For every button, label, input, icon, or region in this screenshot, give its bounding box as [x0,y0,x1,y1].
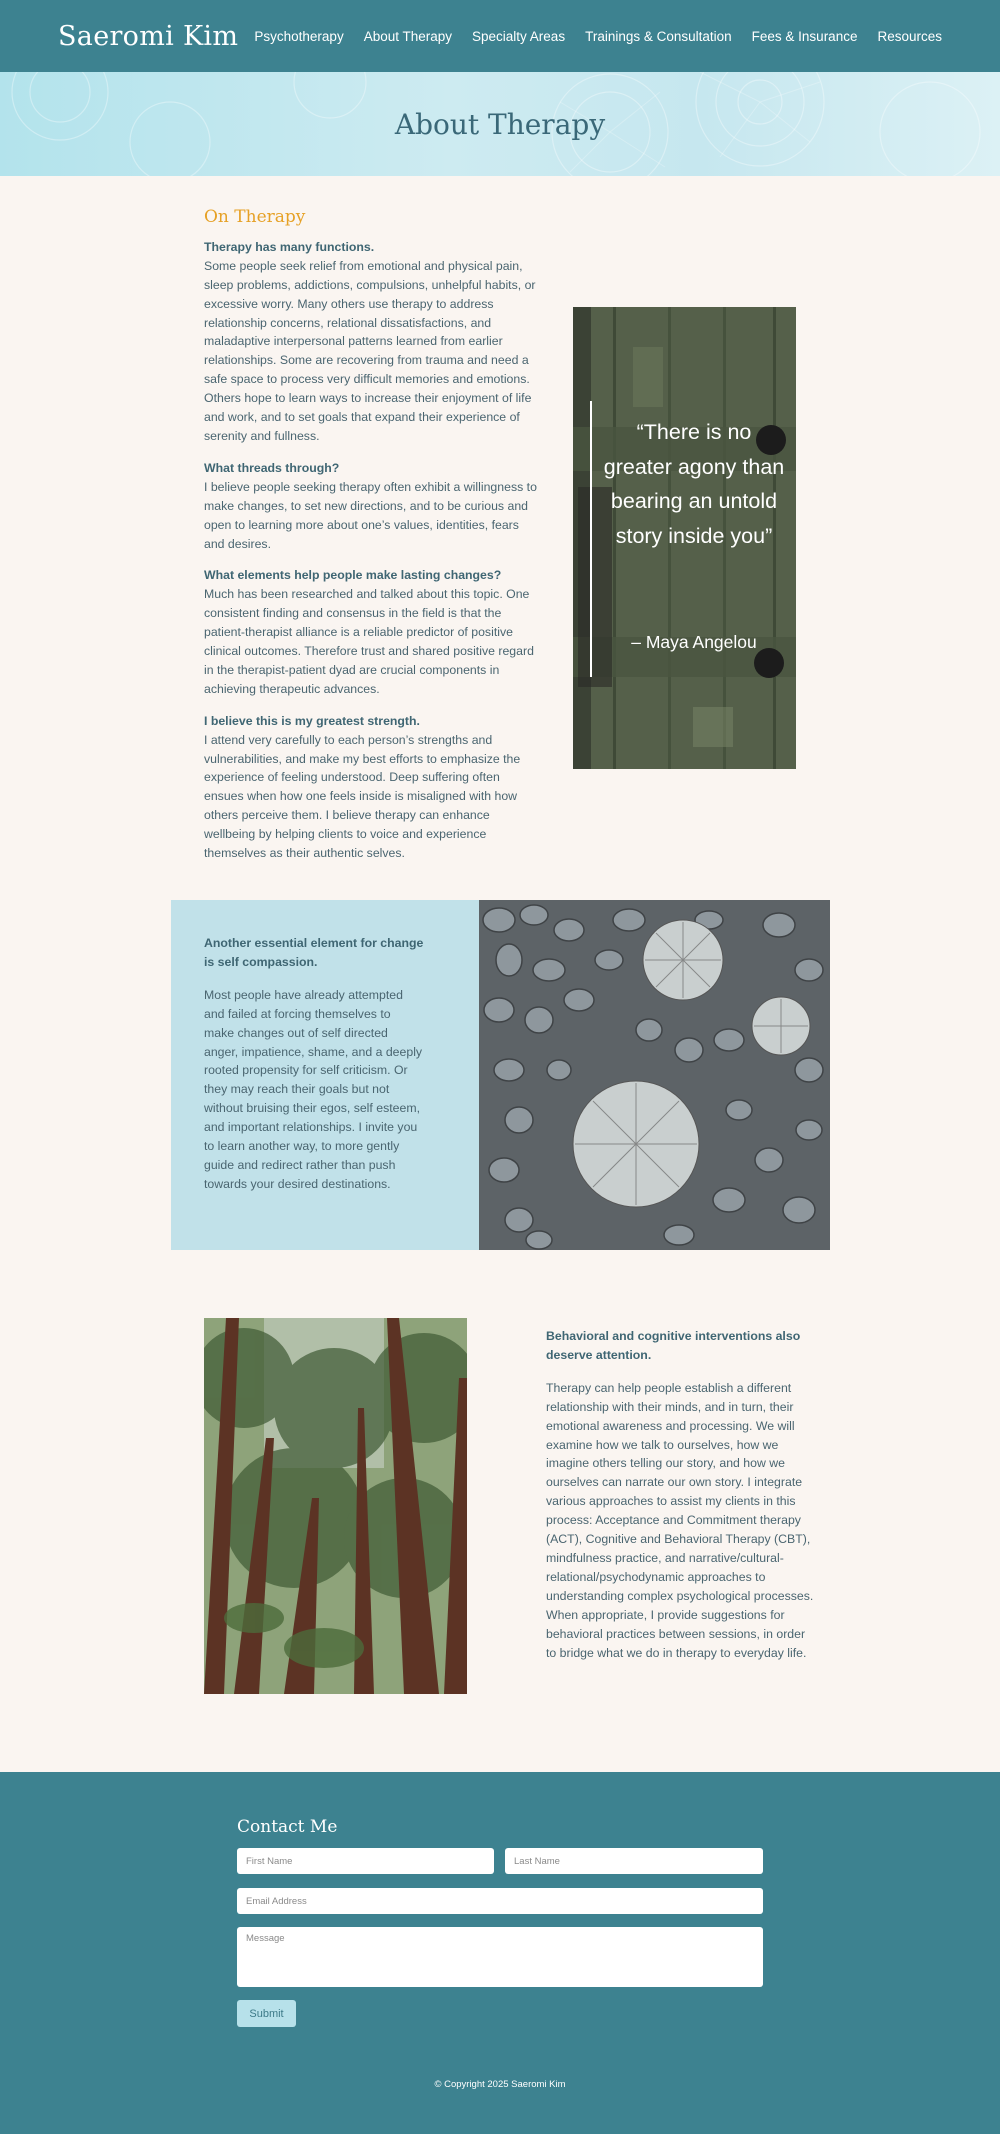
self-compassion-callout [171,900,479,1250]
paragraph-body: Much has been researched and talked about this topic. One consistent finding and consensus in the field is that the patient-therapist alliance is a reliable predictor of positive clinical outcomes. Therefore trust and shared positive regard in the therapist-patient dyad are crucial components in achieving therapeutic advances. [204,587,534,696]
contact-title: Contact Me [237,1817,338,1837]
paragraph-body: I believe people seeking therapy often exhibit a willingness to make changes, to set new directions, and to be curious and open to learning more about one’s values, identities, fears and desires. [204,479,537,551]
page-title: About Therapy [394,107,606,141]
paragraph-title: I believe this is my greatest strength. [204,713,420,728]
nav-fees-insurance[interactable]: Fees & Insurance [751,28,858,44]
paragraph-title: What elements help people make lasting changes? [204,568,502,583]
pebble-image-art [479,900,830,1250]
message-field[interactable] [237,1927,763,1987]
callout-title: Another essential element for change is self compassion. [204,936,424,969]
paragraph-body: Some people seek relief from emotional and physical pain, sleep problems, addictions, compulsions, unhelpful habits, or excessive worry. Many others use therapy to address relationship concerns, relational dissatisfactions, and maladaptive interpersonal patterns learned from earlier relationships. Some are recovering from trauma and need a safe space to process very difficult memories and emotions. Others hope to learn ways to increase their enjoyment of life and work, and to set goals that expand their experience of serenity and fullness. [204,258,536,443]
quote-bar [590,401,592,677]
page-banner [0,72,1000,176]
on-therapy-text [204,208,540,876]
redwood-forest-image [204,1318,467,1694]
paragraph-functions [204,238,540,446]
nav-trainings-consultation[interactable]: Trainings & Consultation [585,28,732,44]
site-header [0,0,1000,72]
behavioral-section [0,1318,1000,1772]
behavioral-body: Therapy can help people establish a different relationship with their minds, and in turn, their emotional awareness and processing. We will examine how we talk to ourselves, how we imagine others telling our story, and how we ourselves can narrate our own story. I integrate various approaches to assist my clients in this process: Acceptance and Commitment therapy (ACT), Cognitive and Behavioral Therapy (CBT), mindfulness practice, and narrative/cultural-relational/psychodynamic approaches to understanding complex psychological processes. When appropriate, I provide suggestions for behavioral practices between sessions, in order to bridge what we do in therapy to everyday life. [546,1380,814,1660]
nav-psychotherapy[interactable]: Psychotherapy [254,28,344,44]
first-name-field[interactable] [237,1848,494,1874]
forest-image-art [204,1318,467,1694]
callout-body: Most people have already attempted and failed at forcing themselves to make changes out of self directed anger, impatience, shame, and a deeply rooted propensity for self criticism. Or they may reach their goals but not without bruising their egos, self esteem, and important relationships. I invite you to learn another way, to more gently guide and redirect rather than push towards your desired destinations. [204,987,423,1191]
paragraph-title: What threads through? [204,460,340,475]
paragraph-strength [204,712,540,863]
on-therapy-section [0,176,1000,900]
quote-author: – Maya Angelou [631,632,757,652]
contact-footer [0,1772,1000,2134]
pebble-mosaic-image [479,900,830,1250]
paragraph-threads [204,459,540,554]
nav-specialty-areas[interactable]: Specialty Areas [472,28,566,44]
email-field[interactable] [237,1888,763,1914]
nav-about-therapy[interactable]: About Therapy [363,28,453,44]
nav-resources[interactable]: Resources [877,28,942,44]
site-logo[interactable]: Saeromi Kim [58,20,239,52]
behavioral-title: Behavioral and cognitive interventions also deserve attention. [546,1329,801,1362]
paragraph-elements [204,566,540,698]
quote-text: “There is no greater agony than bearing an untold story inside you” [603,420,785,548]
submit-button[interactable]: Submit [237,2000,296,2027]
copyright-text: © Copyright 2025 Saeromi Kim [434,2079,566,2090]
paragraph-title: Therapy has many functions. [204,239,375,254]
callout-text [204,934,424,1194]
main-nav [254,29,942,44]
paragraph-body: I attend very carefully to each person’s strengths and vulnerabilities, and make my best efforts to emphasize the experience of feeling understood. Deep suffering often ensues when how one feels inside is misaligned with how others perceive them. I believe therapy can enhance wellbeing by helping clients to voice and experience themselves as their authentic selves. [204,732,521,861]
section-heading: On Therapy [204,207,306,227]
self-compassion-section [0,900,1000,1318]
behavioral-text [546,1327,816,1662]
last-name-field[interactable] [505,1848,763,1874]
quote-card [573,307,796,769]
